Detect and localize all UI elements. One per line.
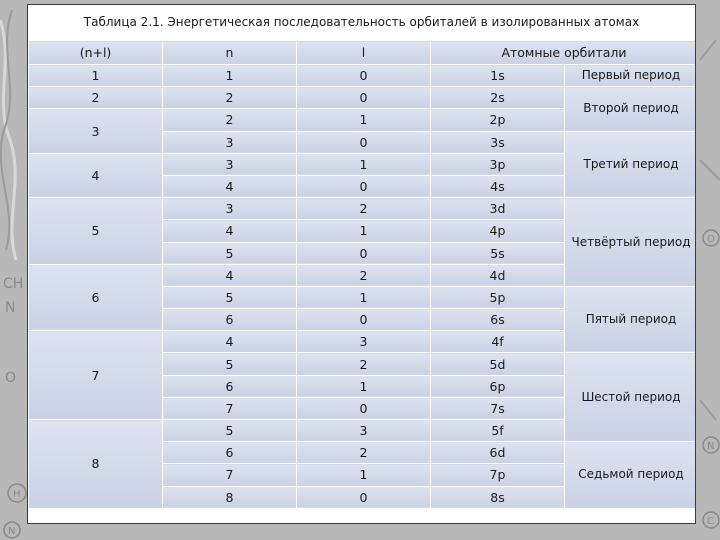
l-cell: 1 xyxy=(297,109,431,131)
n-cell: 3 xyxy=(163,198,297,220)
orb-cell: 6d xyxy=(431,442,565,464)
l-cell: 1 xyxy=(297,153,431,175)
deco-ch: CH xyxy=(3,276,24,292)
n-cell: 5 xyxy=(163,286,297,308)
nl-cell: 2 xyxy=(29,87,163,109)
deco-n3: N xyxy=(707,441,715,452)
orb-cell: 6s xyxy=(431,309,565,331)
deco-n2: N xyxy=(8,526,16,537)
header-nl: (n+l) xyxy=(29,41,163,65)
l-cell: 0 xyxy=(297,309,431,331)
orb-cell: 1s xyxy=(431,65,565,87)
orb-cell: 3s xyxy=(431,131,565,153)
period-cell: Шестой период xyxy=(565,353,697,442)
l-cell: 1 xyxy=(297,464,431,486)
orb-cell: 5s xyxy=(431,242,565,264)
l-cell: 2 xyxy=(297,442,431,464)
l-cell: 1 xyxy=(297,220,431,242)
period-cell: Четвёртый период xyxy=(565,198,697,287)
orb-cell: 4s xyxy=(431,175,565,197)
nl-cell: 4 xyxy=(29,153,163,197)
l-cell: 1 xyxy=(297,286,431,308)
l-cell: 0 xyxy=(297,65,431,87)
period-cell: Второй период xyxy=(565,87,697,131)
l-cell: 0 xyxy=(297,175,431,197)
l-cell: 1 xyxy=(297,375,431,397)
deco-o: O xyxy=(5,370,17,386)
orb-cell: 4p xyxy=(431,220,565,242)
n-cell: 3 xyxy=(163,131,297,153)
n-cell: 5 xyxy=(163,242,297,264)
orb-cell: 4d xyxy=(431,264,565,286)
n-cell: 5 xyxy=(163,353,297,375)
l-cell: 0 xyxy=(297,242,431,264)
n-cell: 2 xyxy=(163,87,297,109)
n-cell: 6 xyxy=(163,442,297,464)
orb-cell: 2p xyxy=(431,109,565,131)
orbital-table xyxy=(28,40,696,509)
period-cell: Первый период xyxy=(565,65,697,87)
orb-cell: 7p xyxy=(431,464,565,486)
period-cell: Третий период xyxy=(565,131,697,198)
deco-n: N xyxy=(5,300,16,316)
orb-cell: 3p xyxy=(431,153,565,175)
l-cell: 0 xyxy=(297,486,431,508)
l-cell: 2 xyxy=(297,264,431,286)
orb-cell: 8s xyxy=(431,486,565,508)
table-row xyxy=(29,87,697,109)
table-row xyxy=(29,65,697,87)
l-cell: 0 xyxy=(297,131,431,153)
n-cell: 2 xyxy=(163,109,297,131)
deco-o2: O xyxy=(707,234,715,245)
orb-cell: 3d xyxy=(431,198,565,220)
header-l: l xyxy=(297,41,431,65)
orb-cell: 6p xyxy=(431,375,565,397)
n-cell: 6 xyxy=(163,309,297,331)
n-cell: 4 xyxy=(163,175,297,197)
l-cell: 3 xyxy=(297,331,431,353)
n-cell: 4 xyxy=(163,264,297,286)
l-cell: 3 xyxy=(297,420,431,442)
orb-cell: 4f xyxy=(431,331,565,353)
n-cell: 4 xyxy=(163,220,297,242)
nl-cell: 3 xyxy=(29,109,163,153)
table-title: Таблица 2.1. Энергетическая последовательность орбиталей в изолированных атомах xyxy=(28,5,695,39)
header-n: n xyxy=(163,41,297,65)
n-cell: 3 xyxy=(163,153,297,175)
n-cell: 4 xyxy=(163,331,297,353)
deco-h: H xyxy=(13,489,21,500)
orb-cell: 5f xyxy=(431,420,565,442)
period-cell: Пятый период xyxy=(565,286,697,353)
n-cell: 6 xyxy=(163,375,297,397)
n-cell: 8 xyxy=(163,486,297,508)
l-cell: 2 xyxy=(297,198,431,220)
l-cell: 0 xyxy=(297,87,431,109)
header-row xyxy=(29,41,697,65)
n-cell: 5 xyxy=(163,420,297,442)
orb-cell: 5d xyxy=(431,353,565,375)
nl-cell: 8 xyxy=(29,420,163,509)
n-cell: 7 xyxy=(163,397,297,419)
nl-cell: 6 xyxy=(29,264,163,331)
nl-cell: 7 xyxy=(29,331,163,420)
period-cell: Седьмой период xyxy=(565,442,697,509)
orb-cell: 5p xyxy=(431,286,565,308)
l-cell: 2 xyxy=(297,353,431,375)
n-cell: 7 xyxy=(163,464,297,486)
l-cell: 0 xyxy=(297,397,431,419)
orb-cell: 7s xyxy=(431,397,565,419)
deco-c: C xyxy=(707,516,714,527)
orb-cell: 2s xyxy=(431,87,565,109)
table-slide xyxy=(27,4,696,524)
n-cell: 1 xyxy=(163,65,297,87)
nl-cell: 5 xyxy=(29,198,163,265)
header-orbitals: Атомные орбитали xyxy=(431,41,697,65)
nl-cell: 1 xyxy=(29,65,163,87)
table-row xyxy=(29,198,697,220)
